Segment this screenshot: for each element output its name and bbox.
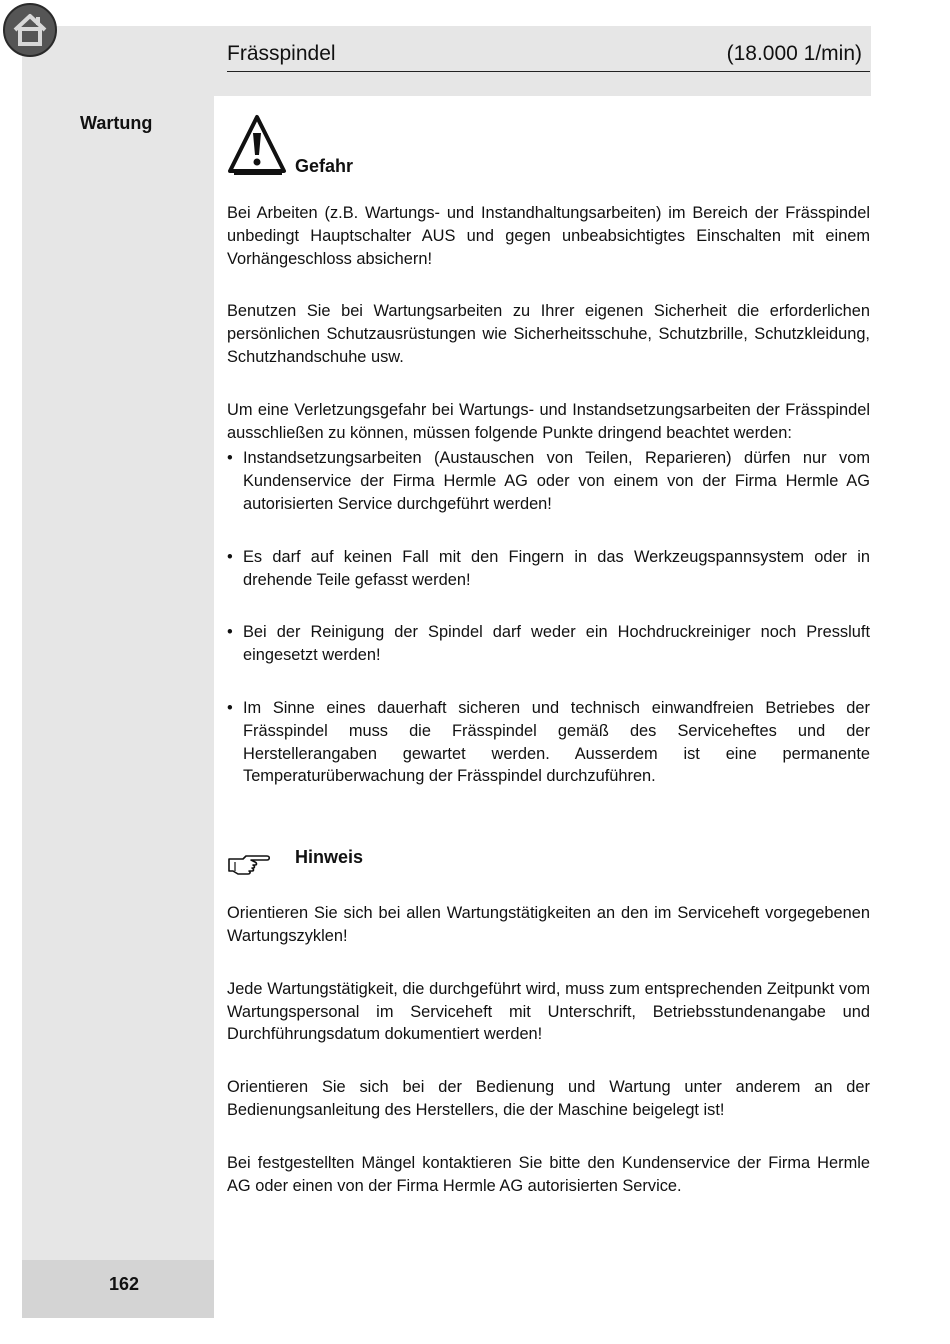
title-rule xyxy=(227,71,870,72)
warning-triangle-icon xyxy=(227,113,287,177)
pointing-hand-icon xyxy=(227,852,271,876)
danger-paragraph-2: Benutzen Sie bei Wartungsarbeiten zu Ihrer eigenen Sicherheit die erforderlichen persönlichen Schutzausrüstungen wie Sicherheitsschuhe, Schutzbrille, Schutzkleidung, Schutzhandschuhe usw. xyxy=(227,302,870,366)
spindle-speed: (18.000 1/min) xyxy=(726,42,862,65)
list-item: • Bei der Reinigung der Spindel darf weder ein Hochdruckreiniger noch Pressluft eingesetzt werden! xyxy=(227,621,870,667)
home-icon xyxy=(5,5,55,55)
danger-heading xyxy=(227,113,870,181)
list-item: • Im Sinne eines dauerhaft sicheren und technisch einwandfreien Betriebes der Frässpindel muss die Frässpindel gemäß des Serviceheftes und der Herstellerangaben gewartet werden. Ausserdem ist eine permanente Temperaturüberwachung der Frässpindel durchzuführen. xyxy=(227,697,870,788)
section-label: Wartung xyxy=(80,113,153,133)
danger-paragraph-3: Um eine Verletzungsgefahr bei Wartungs- und Instandsetzungsarbeiten der Frässpindel ausschließen zu können, müssen folgende Punkte dringend beachtet werden: xyxy=(227,400,870,442)
page-number: 162 xyxy=(109,1274,140,1294)
page-title: Frässpindel xyxy=(227,42,336,65)
danger-paragraph-1: Bei Arbeiten (z.B. Wartungs- und Instandhaltungsarbeiten) im Bereich der Frässpindel unbedingt Hauptschalter AUS und gegen unbeabsichtigtes Einschalten mit einem Vorhängeschloss absichern! xyxy=(227,204,870,268)
danger-title: Gefahr xyxy=(295,156,354,176)
list-item: • Es darf auf keinen Fall mit den Fingern in das Werkzeugspannsystem oder in drehende Teile gefasst werden! xyxy=(227,546,870,592)
main-content xyxy=(227,113,870,1197)
sidebar-panel xyxy=(22,26,214,1318)
list-item: • Instandsetzungsarbeiten (Austauschen von Teilen, Reparieren) dürfen nur vom Kundenservice der Firma Hermle AG oder von einem von der Firma Hermle AG autorisierten Service durchgeführt werden! xyxy=(227,447,870,515)
hint-paragraph-2: Jede Wartungstätigkeit, die durchgeführt wird, muss zum entsprechenden Zeitpunkt vom Wartungspersonal im Serviceheft mit Unterschrift, Betriebsstundenangabe und Durchführungsdatum dokumentiert werden! xyxy=(227,979,870,1044)
hint-title: Hinweis xyxy=(295,847,364,868)
hint-paragraph-3: Orientieren Sie sich bei der Bedienung und Wartung unter anderem an der Bedienungsanleitung des Herstellers, die der Maschine beigelegt ist! xyxy=(227,1078,870,1119)
hint-paragraph-1: Orientieren Sie sich bei allen Wartungstätigkeiten an den im Serviceheft vorgegebenen Wartungszyklen! xyxy=(227,904,870,945)
hint-heading xyxy=(227,836,870,886)
home-button[interactable] xyxy=(3,3,57,57)
hint-paragraph-4: Bei festgestellten Mängel kontaktieren Sie bitte den Kundenservice der Firma Hermle AG oder einen von der Firma Hermle AG autorisierten Service. xyxy=(227,1153,870,1195)
